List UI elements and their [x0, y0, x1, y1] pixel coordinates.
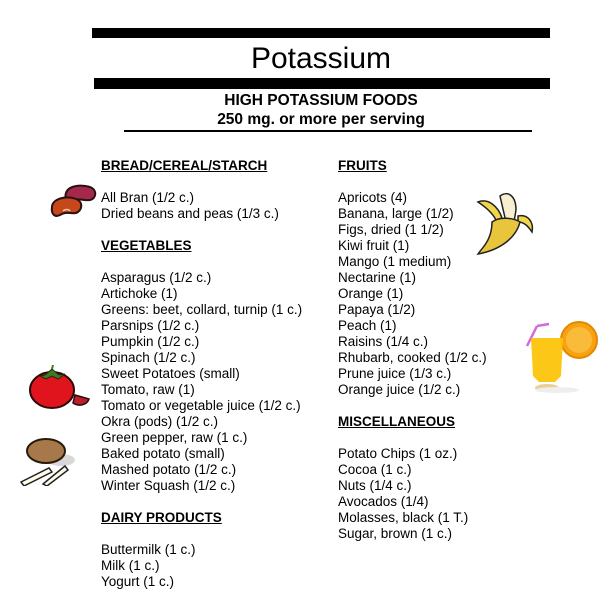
- list-item: Dried beans and peas (1/3 c.): [101, 206, 279, 221]
- page-title: Potassium: [250, 42, 392, 75]
- section-heading-dairy: DAIRY PRODUCTS: [101, 510, 222, 525]
- list-item: Mango (1 medium): [338, 254, 452, 269]
- list-item: Buttermilk (1 c.): [101, 542, 196, 557]
- list-item: Parsnips (1/2 c.): [101, 318, 200, 333]
- list-item: Milk (1 c.): [101, 558, 160, 573]
- list-item: Rhubarb, cooked (1/2 c.): [338, 350, 487, 365]
- list-item: Avocados (1/4): [338, 494, 429, 509]
- list-item: Papaya (1/2): [338, 302, 416, 317]
- list-item: Prune juice (1/3 c.): [338, 366, 452, 381]
- list-item: Green pepper, raw (1 c.): [101, 430, 248, 445]
- list-item: Nuts (1/4 c.): [338, 478, 412, 493]
- list-item: Molasses, black (1 T.): [338, 510, 469, 525]
- bread-list: [101, 190, 331, 222]
- section-heading-vegetables: VEGETABLES: [101, 238, 192, 253]
- list-item: Cocoa (1 c.): [338, 462, 412, 477]
- list-item: Potato Chips (1 oz.): [338, 446, 458, 461]
- title-rule: [94, 78, 550, 89]
- list-item: Orange (1): [338, 286, 404, 301]
- subtitle-heading: HIGH POTASSIUM FOODS: [224, 92, 418, 109]
- list-item: Banana, large (1/2): [338, 206, 454, 221]
- list-item: Pumpkin (1/2 c.): [101, 334, 200, 349]
- list-item: Sweet Potatoes (small): [101, 366, 240, 381]
- list-item: Baked potato (small): [101, 446, 225, 461]
- list-item: Nectarine (1): [338, 270, 417, 285]
- section-heading-misc: MISCELLANEOUS: [338, 414, 456, 429]
- subtitle-serving: 250 mg. or more per serving: [217, 111, 425, 128]
- list-item: Peach (1): [338, 318, 397, 333]
- top-rule: [92, 28, 550, 38]
- section-heading-bread: BREAD/CEREAL/STARCH: [101, 158, 268, 173]
- list-item: Tomato, raw (1): [101, 382, 195, 397]
- list-item: Sugar, brown (1 c.): [338, 526, 453, 541]
- list-item: All Bran (1/2 c.): [101, 190, 195, 205]
- list-item: Asparagus (1/2 c.): [101, 270, 212, 285]
- list-item: Greens: beet, collard, turnip (1 c.): [101, 302, 303, 317]
- list-item: Orange juice (1/2 c.): [338, 382, 461, 397]
- misc-list: [338, 446, 578, 542]
- list-item: Winter Squash (1/2 c.): [101, 478, 236, 493]
- left-column: [101, 158, 331, 590]
- orange-juice-icon: [523, 318, 603, 396]
- list-item: Figs, dried (1 1/2): [338, 222, 444, 237]
- tomato-icon: [25, 365, 91, 411]
- section-heading-fruits: FRUITS: [338, 158, 387, 173]
- beans-icon: [46, 183, 98, 223]
- list-item: Kiwi fruit (1): [338, 238, 410, 253]
- list-item: Apricots (4): [338, 190, 408, 205]
- dairy-list: [101, 542, 331, 590]
- subtitle-rule: [124, 130, 532, 132]
- list-item: Artichoke (1): [101, 286, 178, 301]
- list-item: Okra (pods) (1/2 c.): [101, 414, 219, 429]
- list-item: Raisins (1/4 c.): [338, 334, 429, 349]
- list-item: Tomato or vegetable juice (1/2 c.): [101, 398, 301, 413]
- potato-fries-icon: [17, 436, 81, 486]
- list-item: Spinach (1/2 c.): [101, 350, 196, 365]
- list-item: Yogurt (1 c.): [101, 574, 175, 589]
- list-item: Mashed potato (1/2 c.): [101, 462, 237, 477]
- vegetables-list: [101, 270, 331, 494]
- banana-icon: [470, 188, 540, 258]
